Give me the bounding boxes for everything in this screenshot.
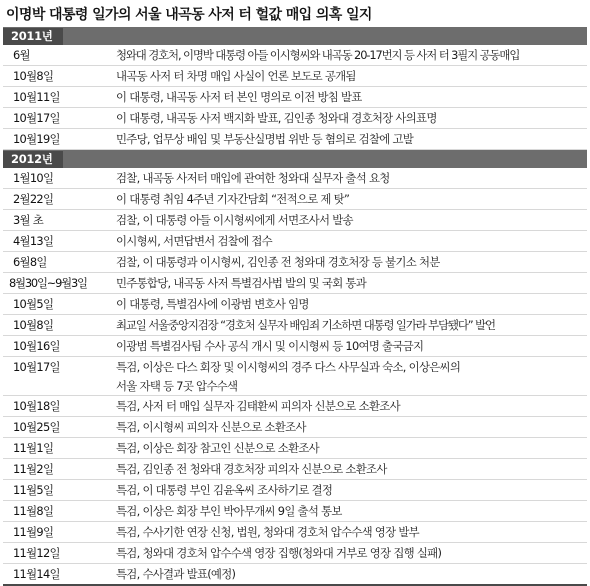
event-description <box>116 252 440 272</box>
event-row <box>3 273 587 294</box>
event-description <box>116 480 332 500</box>
page-title: 이명박 대통령 일가의 서울 내곡동 사저 터 헐값 매입 의혹 일지 <box>6 7 372 23</box>
event-description-line: 특검, 수사기한 연장 신청, 법원, 청와대 경호처 압수수색 영장 발부 <box>116 525 419 539</box>
event-date: 10월11일 <box>13 90 60 104</box>
event-description-line: 최교일 서울중앙지검장 “경호처 실무자 배임죄 기소하면 대통령 일가라 부담됐다” 발언 <box>116 318 495 332</box>
event-description <box>116 45 519 65</box>
event-description-line: 특검, 수사결과 발표(예정) <box>116 567 236 581</box>
event-date: 11월2일 <box>13 462 54 476</box>
event-date: 10월18일 <box>13 399 60 413</box>
event-description <box>116 189 349 209</box>
event-description <box>116 108 437 128</box>
event-description-line: 특검, 사저 터 매입 실무자 김태환씨 피의자 신분으로 소환조사 <box>116 399 400 413</box>
event-date: 4월13일 <box>13 234 54 248</box>
event-description-line: 서울 자택 등 7곳 압수수색 <box>116 379 238 393</box>
event-row <box>3 417 587 438</box>
event-row <box>3 315 587 336</box>
event-description <box>116 273 366 293</box>
event-description <box>116 438 319 458</box>
event-row <box>3 501 587 522</box>
event-date: 6월 <box>13 48 30 62</box>
event-description-line: 검찰, 이 대통령 아들 이시형씨에게 서면조사서 발송 <box>116 213 353 227</box>
event-row <box>3 129 587 150</box>
event-description-line: 특검, 이 대통령 부인 김윤옥씨 조사하기로 결정 <box>116 483 333 497</box>
event-description <box>116 315 495 335</box>
event-description-line: 이 대통령, 특별검사에 이광범 변호사 임명 <box>116 297 309 311</box>
event-row <box>3 189 587 210</box>
event-row <box>3 210 587 231</box>
year-label: 2012년 <box>3 151 63 168</box>
event-date: 11월1일 <box>13 441 54 455</box>
event-row <box>3 108 587 129</box>
year-header <box>3 27 587 45</box>
event-date: 11월9일 <box>13 525 54 539</box>
event-row <box>3 336 587 357</box>
event-description-line: 특검, 이시형씨 피의자 신분으로 소환조사 <box>116 420 306 434</box>
event-description-line: 민주통합당, 내곡동 사저 특별검사법 발의 및 국회 통과 <box>116 276 367 290</box>
year-label: 2011년 <box>3 28 63 45</box>
event-description <box>116 87 362 107</box>
event-row <box>3 45 587 66</box>
event-date: 10월8일 <box>13 69 54 83</box>
event-row <box>3 480 587 501</box>
event-description <box>116 396 400 416</box>
event-description <box>116 210 353 230</box>
event-date: 10월16일 <box>13 339 60 353</box>
event-description-line: 특검, 청와대 경호처 압수수색 영장 집행(청와대 거부로 영장 집행 실패) <box>116 546 442 560</box>
event-description <box>116 564 235 584</box>
event-description-line: 특검, 김인종 전 청와대 경호처장 피의자 신분으로 소환조사 <box>116 462 387 476</box>
event-date: 3월 초 <box>13 213 44 227</box>
event-row <box>3 396 587 417</box>
event-row <box>3 66 587 87</box>
event-description <box>116 357 460 395</box>
event-date: 11월12일 <box>13 546 60 560</box>
event-row <box>3 357 587 396</box>
year-header <box>3 150 587 168</box>
event-row <box>3 168 587 189</box>
event-description <box>116 543 441 563</box>
event-description <box>116 336 423 356</box>
event-date: 10월17일 <box>13 111 60 125</box>
event-row <box>3 522 587 543</box>
event-date: 11월14일 <box>13 567 60 581</box>
event-description-line: 민주당, 업무상 배임 및 부동산실명법 위반 등 혐의로 검찰에 고발 <box>116 132 414 146</box>
event-description-line: 청와대 경호처, 이명박 대통령 아들 이시형씨와 내곡동 20-17번지 등 사저 터 3필지 공동매입 <box>116 48 520 62</box>
event-date: 10월25일 <box>13 420 60 434</box>
event-row <box>3 459 587 480</box>
event-description-line: 이광범 특별검사팀 수사 공식 개시 및 이시형씨 등 10여명 출국금지 <box>116 339 424 353</box>
event-description-line: 검찰, 내곡동 사저터 매입에 관여한 청와대 실무자 출석 요청 <box>116 171 390 185</box>
event-description-line: 이 대통령, 내곡동 사저 백지화 발표, 김인종 청와대 경호처장 사의표명 <box>116 111 437 125</box>
event-row <box>3 543 587 564</box>
event-description <box>116 231 272 251</box>
event-description-line: 특검, 이상은 회장 참고인 신분으로 소환조사 <box>116 441 319 455</box>
event-description <box>116 66 356 86</box>
event-date: 10월8일 <box>13 318 54 332</box>
event-date: 8월30일~9월3일 <box>9 276 87 290</box>
event-date: 10월17일 <box>13 360 60 374</box>
event-date: 2월22일 <box>13 192 54 206</box>
event-date: 11월5일 <box>13 483 54 497</box>
event-description-line: 이시형씨, 서면답변서 검찰에 접수 <box>116 234 272 248</box>
event-date: 10월19일 <box>13 132 60 146</box>
event-description-line: 검찰, 이 대통령과 이시형씨, 김인종 전 청와대 경호처장 등 불기소 처분 <box>116 255 440 269</box>
event-description <box>116 294 309 314</box>
timeline-table <box>3 27 587 581</box>
event-description-line: 내곡동 사저 터 차명 매입 사실이 언론 보도로 공개됨 <box>116 69 356 83</box>
event-date: 11월8일 <box>13 504 54 518</box>
event-description-line: 특검, 이상은 다스 회장 및 이시형씨의 경주 다스 사무실과 숙소, 이상은씨의 <box>116 360 461 374</box>
event-date: 6월8일 <box>13 255 47 269</box>
event-description-line: 특검, 이상은 회장 부인 박아무개씨 9일 출석 통보 <box>116 504 342 518</box>
event-description <box>116 417 306 437</box>
event-description <box>116 129 413 149</box>
event-description <box>116 501 342 521</box>
event-row <box>3 564 587 586</box>
event-date: 10월5일 <box>13 297 54 311</box>
event-description <box>116 459 387 479</box>
event-row <box>3 252 587 273</box>
event-row <box>3 438 587 459</box>
event-date: 1월10일 <box>13 171 54 185</box>
event-row <box>3 87 587 108</box>
event-row <box>3 294 587 315</box>
event-description-line: 이 대통령, 내곡동 사저 터 본인 명의로 이전 방침 발표 <box>116 90 362 104</box>
event-row <box>3 231 587 252</box>
event-description <box>116 522 419 542</box>
event-description-line: 이 대통령 취임 4주년 기자간담회 “전적으로 제 탓” <box>116 192 350 206</box>
event-description <box>116 168 390 188</box>
